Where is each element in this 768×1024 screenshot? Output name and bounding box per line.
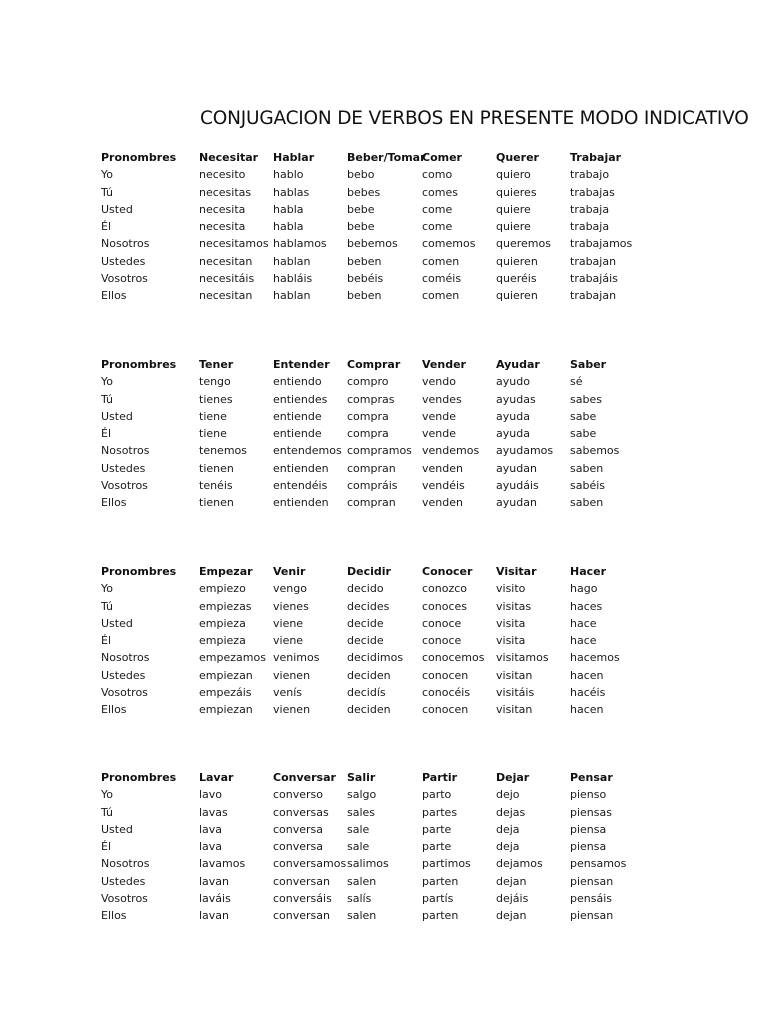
- verb-column-header: Vender: [422, 358, 466, 371]
- pronoun-cell: Él: [101, 634, 112, 648]
- conjugation-cell: vienen: [273, 703, 311, 717]
- conjugation-table-1: [0, 149, 768, 305]
- conjugation-cell: deja: [496, 840, 520, 854]
- conjugation-cell: trabajan: [570, 254, 617, 268]
- conjugation-cell: decidís: [347, 686, 386, 700]
- conjugation-cell: conocen: [422, 668, 469, 682]
- table-row: [0, 494, 768, 511]
- pronoun-cell: Usted: [101, 616, 133, 630]
- conjugation-cell: lavan: [199, 874, 230, 888]
- table-row: [0, 786, 768, 803]
- conjugation-cell: empiezan: [199, 668, 253, 682]
- verb-column-header: Conocer: [422, 565, 473, 578]
- pronoun-cell: Tú: [101, 185, 114, 199]
- table-row: [0, 270, 768, 287]
- conjugation-cell: vendemos: [422, 444, 480, 458]
- pronoun-cell: Tú: [101, 392, 114, 406]
- conjugation-cell: trabajáis: [570, 272, 618, 286]
- verb-column-header: Querer: [496, 151, 539, 164]
- conjugation-cell: empiezas: [199, 599, 252, 613]
- conjugation-cell: empieza: [199, 616, 246, 630]
- pronoun-cell: Yo: [101, 788, 113, 802]
- conjugation-cell: conversan: [273, 874, 330, 888]
- conjugation-cell: compras: [347, 392, 395, 406]
- conjugation-cell: necesita: [199, 220, 246, 234]
- conjugation-cell: compran: [347, 461, 396, 475]
- conjugation-cell: sabéis: [570, 479, 606, 493]
- pronoun-cell: Nosotros: [101, 237, 150, 251]
- conjugation-cell: conversa: [273, 840, 324, 854]
- conjugation-cell: lavamos: [199, 857, 246, 871]
- table-row: [0, 649, 768, 666]
- table-row: [0, 235, 768, 252]
- conjugation-cell: quieres: [496, 185, 537, 199]
- conjugation-cell: habla: [273, 220, 304, 234]
- conjugation-cell: dejan: [496, 874, 527, 888]
- conjugation-cell: vende: [422, 427, 456, 441]
- pronoun-cell: Ellos: [101, 909, 127, 923]
- conjugation-cell: empezáis: [199, 686, 252, 700]
- conjugation-cell: deciden: [347, 703, 391, 717]
- table-row: [0, 391, 768, 408]
- conjugation-cell: entiende: [273, 409, 322, 423]
- conjugation-cell: pienso: [570, 788, 607, 802]
- conjugation-cell: ayudan: [496, 496, 537, 510]
- verb-column-header: Comer: [422, 151, 462, 164]
- pronoun-column-header: Pronombres: [101, 151, 177, 164]
- conjugation-cell: conocemos: [422, 651, 485, 665]
- pronoun-cell: Él: [101, 840, 112, 854]
- conjugation-cell: decidimos: [347, 651, 404, 665]
- pronoun-cell: Ustedes: [101, 461, 146, 475]
- page-title: CONJUGACION DE VERBOS EN PRESENTE MODO INDICATIVO: [200, 108, 749, 129]
- conjugation-cell: conocéis: [422, 686, 471, 700]
- conjugation-cell: partes: [422, 805, 458, 819]
- conjugation-cell: entiendes: [273, 392, 328, 406]
- conjugation-cell: quiero: [496, 168, 531, 182]
- conjugation-cell: lavan: [199, 909, 230, 923]
- conjugation-cell: bebe: [347, 202, 375, 216]
- conjugation-cell: conoce: [422, 616, 462, 630]
- conjugation-cell: ayuda: [496, 409, 530, 423]
- conjugation-cell: tienes: [199, 392, 233, 406]
- pronoun-cell: Vosotros: [101, 892, 148, 906]
- pronoun-cell: Yo: [101, 168, 113, 182]
- table-row: [0, 184, 768, 201]
- conjugation-cell: piensa: [570, 840, 607, 854]
- conjugation-cell: hablan: [273, 254, 311, 268]
- conjugation-cell: decide: [347, 616, 384, 630]
- conjugation-cell: entiendo: [273, 375, 322, 389]
- conjugation-cell: hablas: [273, 185, 310, 199]
- conjugation-cell: conversáis: [273, 892, 332, 906]
- pronoun-cell: Tú: [101, 599, 114, 613]
- conjugation-cell: hago: [570, 582, 598, 596]
- conjugation-cell: comes: [422, 185, 458, 199]
- conjugation-cell: sabe: [570, 427, 597, 441]
- table-row: [0, 855, 768, 872]
- conjugation-cell: conozco: [422, 582, 468, 596]
- verb-column-header: Comprar: [347, 358, 401, 371]
- conjugation-cell: empiezan: [199, 703, 253, 717]
- conjugation-cell: partís: [422, 892, 454, 906]
- conjugation-cell: empieza: [199, 634, 246, 648]
- conjugation-cell: coméis: [422, 272, 462, 286]
- conjugation-cell: compro: [347, 375, 389, 389]
- verb-column-header: Salir: [347, 771, 376, 784]
- conjugation-cell: beben: [347, 254, 382, 268]
- conjugation-cell: comen: [422, 289, 460, 303]
- verb-column-header: Trabajar: [570, 151, 622, 164]
- verb-column-header: Ayudar: [496, 358, 540, 371]
- conjugation-cell: parte: [422, 840, 452, 854]
- pronoun-cell: Tú: [101, 805, 114, 819]
- table-row: [0, 838, 768, 855]
- pronoun-cell: Vosotros: [101, 479, 148, 493]
- pronoun-column-header: Pronombres: [101, 771, 177, 784]
- verb-column-header: Conversar: [273, 771, 336, 784]
- conjugation-cell: sabes: [570, 392, 602, 406]
- conjugation-cell: piensas: [570, 805, 612, 819]
- table-row: [0, 373, 768, 390]
- conjugation-cell: deciden: [347, 668, 391, 682]
- conjugation-cell: habláis: [273, 272, 313, 286]
- table-row: [0, 615, 768, 632]
- conjugation-cell: conocen: [422, 703, 469, 717]
- pronoun-cell: Ustedes: [101, 668, 146, 682]
- pronoun-cell: Ustedes: [101, 874, 146, 888]
- conjugation-cell: compramos: [347, 444, 412, 458]
- conjugation-table-3: [0, 563, 768, 719]
- table-row: [0, 460, 768, 477]
- conjugation-cell: visito: [496, 582, 526, 596]
- conjugation-cell: empiezo: [199, 582, 246, 596]
- verb-column-header: Partir: [422, 771, 458, 784]
- verb-column-header: Dejar: [496, 771, 530, 784]
- table-row: [0, 667, 768, 684]
- conjugation-cell: hablan: [273, 289, 311, 303]
- verb-column-header: Saber: [570, 358, 607, 371]
- table-row: [0, 632, 768, 649]
- conjugation-cell: tenemos: [199, 444, 247, 458]
- conjugation-cell: necesitan: [199, 254, 253, 268]
- pronoun-cell: Él: [101, 220, 112, 234]
- conjugation-cell: empezamos: [199, 651, 266, 665]
- table-row: [0, 201, 768, 218]
- conjugation-cell: decide: [347, 634, 384, 648]
- conjugation-cell: salís: [347, 892, 372, 906]
- conjugation-cell: tenéis: [199, 479, 233, 493]
- conjugation-table-2: [0, 356, 768, 512]
- conjugation-cell: trabaja: [570, 202, 610, 216]
- conjugation-cell: ayudamos: [496, 444, 554, 458]
- conjugation-cell: quiere: [496, 220, 531, 234]
- conjugation-cell: necesita: [199, 202, 246, 216]
- conjugation-cell: hacen: [570, 703, 604, 717]
- verb-column-header: Hacer: [570, 565, 607, 578]
- pronoun-cell: Ellos: [101, 289, 127, 303]
- conjugation-cell: tiene: [199, 409, 227, 423]
- conjugation-cell: bebo: [347, 168, 375, 182]
- conjugation-cell: decides: [347, 599, 390, 613]
- pronoun-cell: Ellos: [101, 496, 127, 510]
- pronoun-cell: Usted: [101, 409, 133, 423]
- table-row: [0, 477, 768, 494]
- conjugation-cell: saben: [570, 461, 604, 475]
- conjugation-cell: venden: [422, 461, 463, 475]
- conjugation-cell: necesitáis: [199, 272, 255, 286]
- conjugation-cell: ayudas: [496, 392, 536, 406]
- conjugation-cell: quieren: [496, 254, 538, 268]
- conjugation-cell: trabajas: [570, 185, 615, 199]
- conjugation-cell: venimos: [273, 651, 320, 665]
- pronoun-cell: Nosotros: [101, 651, 150, 665]
- verb-column-header: Tener: [199, 358, 234, 371]
- conjugation-cell: sale: [347, 822, 370, 836]
- conjugation-cell: tengo: [199, 375, 231, 389]
- conjugation-cell: hacéis: [570, 686, 606, 700]
- conjugation-cell: salen: [347, 874, 377, 888]
- conjugation-cell: compra: [347, 409, 389, 423]
- table-row: [0, 218, 768, 235]
- verb-column-header: Visitar: [496, 565, 537, 578]
- conjugation-cell: salen: [347, 909, 377, 923]
- table-row: [0, 442, 768, 459]
- conjugation-cell: salgo: [347, 788, 377, 802]
- conjugation-cell: quieren: [496, 289, 538, 303]
- pronoun-cell: Yo: [101, 582, 113, 596]
- verb-column-header: Pensar: [570, 771, 613, 784]
- conjugation-cell: hacen: [570, 668, 604, 682]
- conjugation-cell: entendemos: [273, 444, 342, 458]
- conjugation-cell: lavo: [199, 788, 223, 802]
- conjugation-cell: sale: [347, 840, 370, 854]
- conjugation-cell: visitan: [496, 668, 533, 682]
- table-row: [0, 873, 768, 890]
- conjugation-cell: visitas: [496, 599, 532, 613]
- conjugation-cell: como: [422, 168, 453, 182]
- verb-column-header: Necesitar: [199, 151, 259, 164]
- conjugation-cell: vendéis: [422, 479, 465, 493]
- verb-column-header: Hablar: [273, 151, 315, 164]
- conjugation-cell: comemos: [422, 237, 476, 251]
- table-row: [0, 287, 768, 304]
- conjugation-cell: trabajan: [570, 289, 617, 303]
- conjugation-cell: compran: [347, 496, 396, 510]
- conjugation-cell: bebemos: [347, 237, 398, 251]
- verb-column-header: Lavar: [199, 771, 234, 784]
- conjugation-cell: viene: [273, 634, 304, 648]
- conjugation-cell: entendéis: [273, 479, 328, 493]
- conjugation-cell: lavas: [199, 805, 228, 819]
- conjugation-cell: saben: [570, 496, 604, 510]
- verb-column-header: Entender: [273, 358, 330, 371]
- conjugation-cell: visita: [496, 616, 526, 630]
- conjugation-cell: parten: [422, 909, 459, 923]
- conjugation-cell: vende: [422, 409, 456, 423]
- pronoun-column-header: Pronombres: [101, 358, 177, 371]
- table-row: [0, 580, 768, 597]
- conjugation-cell: dejas: [496, 805, 526, 819]
- table-row: [0, 166, 768, 183]
- conjugation-cell: vendes: [422, 392, 462, 406]
- pronoun-cell: Usted: [101, 822, 133, 836]
- table-row: [0, 701, 768, 718]
- conjugation-cell: lava: [199, 840, 223, 854]
- conjugation-cell: conversa: [273, 822, 324, 836]
- table-row: [0, 890, 768, 907]
- table-header-row: [0, 149, 768, 166]
- conjugation-cell: dejamos: [496, 857, 543, 871]
- conjugation-cell: necesitan: [199, 289, 253, 303]
- pronoun-cell: Nosotros: [101, 857, 150, 871]
- conjugation-cell: necesitamos: [199, 237, 269, 251]
- conjugation-cell: parto: [422, 788, 452, 802]
- conjugation-cell: visita: [496, 634, 526, 648]
- conjugation-cell: compra: [347, 427, 389, 441]
- conjugation-cell: hacemos: [570, 651, 620, 665]
- conjugation-cell: ayudo: [496, 375, 530, 389]
- conjugation-cell: lava: [199, 822, 223, 836]
- conjugation-cell: converso: [273, 788, 324, 802]
- conjugation-cell: salimos: [347, 857, 389, 871]
- conjugation-cell: vienen: [273, 668, 311, 682]
- conjugation-cell: come: [422, 220, 453, 234]
- conjugation-cell: tiene: [199, 427, 227, 441]
- conjugation-cell: conoces: [422, 599, 468, 613]
- conjugation-cell: parten: [422, 874, 459, 888]
- conjugation-cell: viene: [273, 616, 304, 630]
- table-row: [0, 425, 768, 442]
- conjugation-cell: necesitas: [199, 185, 252, 199]
- conjugation-cell: visitan: [496, 703, 533, 717]
- conjugation-cell: hace: [570, 616, 597, 630]
- conjugation-cell: bebes: [347, 185, 381, 199]
- conjugation-cell: deja: [496, 822, 520, 836]
- conjugation-cell: visitamos: [496, 651, 549, 665]
- conjugation-cell: pensáis: [570, 892, 612, 906]
- conjugation-cell: sabe: [570, 409, 597, 423]
- table-row: [0, 804, 768, 821]
- conjugation-cell: tienen: [199, 461, 234, 475]
- conjugation-cell: bebéis: [347, 272, 384, 286]
- table-row: [0, 598, 768, 615]
- conjugation-cell: tienen: [199, 496, 234, 510]
- conjugation-cell: dejáis: [496, 892, 529, 906]
- conjugation-cell: laváis: [199, 892, 231, 906]
- conjugation-cell: visitáis: [496, 686, 535, 700]
- conjugation-cell: hablamos: [273, 237, 327, 251]
- conjugation-cell: conversamos: [273, 857, 347, 871]
- conjugation-cell: hace: [570, 634, 597, 648]
- conjugation-cell: entiende: [273, 427, 322, 441]
- conjugation-cell: trabajamos: [570, 237, 633, 251]
- conjugation-cell: trabaja: [570, 220, 610, 234]
- conjugation-cell: pensamos: [570, 857, 627, 871]
- verb-column-header: Decidir: [347, 565, 391, 578]
- table-header-row: [0, 356, 768, 373]
- conjugation-cell: trabajo: [570, 168, 610, 182]
- conjugation-cell: piensa: [570, 822, 607, 836]
- table-row: [0, 684, 768, 701]
- conjugation-cell: ayudáis: [496, 479, 539, 493]
- conjugation-cell: dejo: [496, 788, 520, 802]
- pronoun-cell: Ustedes: [101, 254, 146, 268]
- conjugation-cell: queremos: [496, 237, 551, 251]
- conjugation-cell: parte: [422, 822, 452, 836]
- conjugation-cell: quiere: [496, 202, 531, 216]
- conjugation-cell: conversas: [273, 805, 329, 819]
- conjugation-cell: vienes: [273, 599, 309, 613]
- table-header-row: [0, 563, 768, 580]
- pronoun-cell: Ellos: [101, 703, 127, 717]
- conjugation-cell: sabemos: [570, 444, 620, 458]
- conjugation-cell: venís: [273, 686, 303, 700]
- conjugation-cell: come: [422, 202, 453, 216]
- table-row: [0, 253, 768, 270]
- table-row: [0, 907, 768, 924]
- conjugation-cell: vendo: [422, 375, 456, 389]
- conjugation-cell: sales: [347, 805, 376, 819]
- pronoun-cell: Vosotros: [101, 686, 148, 700]
- conjugation-cell: necesito: [199, 168, 246, 182]
- pronoun-cell: Vosotros: [101, 272, 148, 286]
- conjugation-cell: compráis: [347, 479, 398, 493]
- conjugation-cell: vengo: [273, 582, 307, 596]
- conjugation-cell: habla: [273, 202, 304, 216]
- conjugation-cell: decido: [347, 582, 384, 596]
- pronoun-cell: Él: [101, 427, 112, 441]
- table-row: [0, 408, 768, 425]
- conjugation-cell: comen: [422, 254, 460, 268]
- table-header-row: [0, 769, 768, 786]
- conjugation-cell: entienden: [273, 461, 329, 475]
- verb-column-header: Beber/Tomar: [347, 151, 426, 164]
- conjugation-cell: conversan: [273, 909, 330, 923]
- pronoun-cell: Usted: [101, 202, 133, 216]
- conjugation-cell: piensan: [570, 874, 614, 888]
- conjugation-cell: beben: [347, 289, 382, 303]
- conjugation-cell: conoce: [422, 634, 462, 648]
- table-row: [0, 821, 768, 838]
- conjugation-cell: bebe: [347, 220, 375, 234]
- conjugation-cell: dejan: [496, 909, 527, 923]
- verb-column-header: Empezar: [199, 565, 253, 578]
- conjugation-cell: queréis: [496, 272, 537, 286]
- conjugation-table-4: [0, 769, 768, 925]
- conjugation-cell: hablo: [273, 168, 304, 182]
- verb-column-header: Venir: [273, 565, 306, 578]
- pronoun-cell: Nosotros: [101, 444, 150, 458]
- conjugation-cell: entienden: [273, 496, 329, 510]
- conjugation-cell: piensan: [570, 909, 614, 923]
- conjugation-cell: sé: [570, 375, 583, 389]
- conjugation-cell: venden: [422, 496, 463, 510]
- pronoun-cell: Yo: [101, 375, 113, 389]
- conjugation-cell: ayudan: [496, 461, 537, 475]
- conjugation-cell: haces: [570, 599, 603, 613]
- conjugation-cell: ayuda: [496, 427, 530, 441]
- pronoun-column-header: Pronombres: [101, 565, 177, 578]
- conjugation-cell: partimos: [422, 857, 471, 871]
